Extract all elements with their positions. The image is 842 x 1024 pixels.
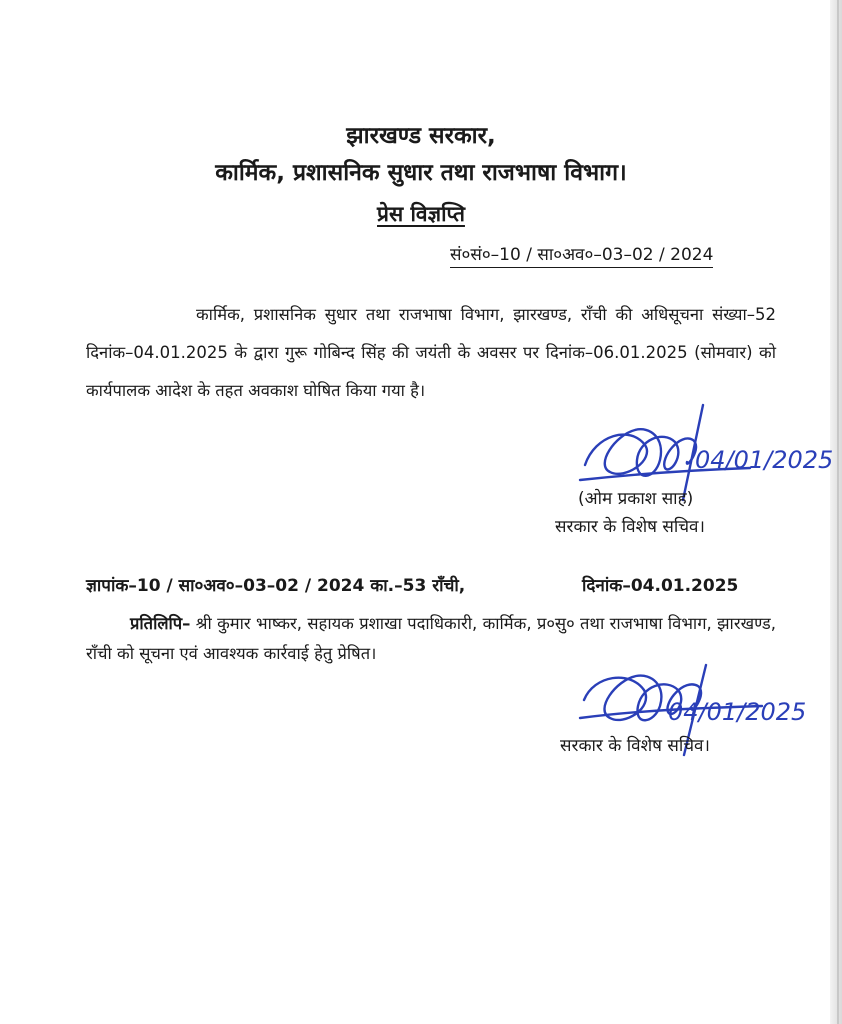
signature-1-date: 04/01/2025 xyxy=(695,446,834,474)
signatory-name: (ओम प्रकाश साह) xyxy=(578,489,694,509)
notice-paragraph: कार्मिक, प्रशासनिक सुधार तथा राजभाषा विभाग, झारखण्ड, राँची की अधिसूचना संख्या–52 दिनांक–04.01.2025 के द्वारा गुरू गोबिन्द सिंह की जयंती के अवसर पर दिनांक–06.01.2025 (सोमवार) को कार्यपालक आदेश के तहत अवकाश घोषित किया गया है। xyxy=(86,305,776,400)
signature-2-date: 04/01/2025 xyxy=(668,698,807,726)
memo-line xyxy=(86,573,776,596)
document-title-text: प्रेस विज्ञप्ति xyxy=(377,202,465,226)
document-title xyxy=(0,200,842,228)
memo-number: ज्ञापांक–10 / सा०अव०–03–02 / 2024 का.–53 राँची, xyxy=(86,576,466,596)
notice-body xyxy=(86,296,776,410)
page-edge-line xyxy=(837,0,839,1024)
reference-number: सं०सं०–10 / सा०अव०–03–02 / 2024 xyxy=(450,242,713,268)
page-edge-shadow xyxy=(830,0,842,1024)
header-government: झारखण्ड सरकार, xyxy=(346,123,496,149)
copy-text: श्री कुमार भाष्कर, सहायक प्रशाखा पदाधिकारी, कार्मिक, प्र०सु० तथा राजभाषा विभाग, झारखण्ड, राँची को सूचना एवं आवश्यक कार्रवाई हेतु प्रेषित। xyxy=(86,614,776,663)
copy-label: प्रतिलिपि– xyxy=(130,614,191,633)
signatory-designation-2: सरकार के विशेष सचिव। xyxy=(560,736,710,756)
memo-date: दिनांक–04.01.2025 xyxy=(582,576,739,596)
header-department: कार्मिक, प्रशासनिक सुधार तथा राजभाषा विभाग। xyxy=(215,160,627,186)
signatory-designation-1: सरकार के विशेष सचिव। xyxy=(555,517,705,537)
signature-1-stroke xyxy=(585,429,696,476)
